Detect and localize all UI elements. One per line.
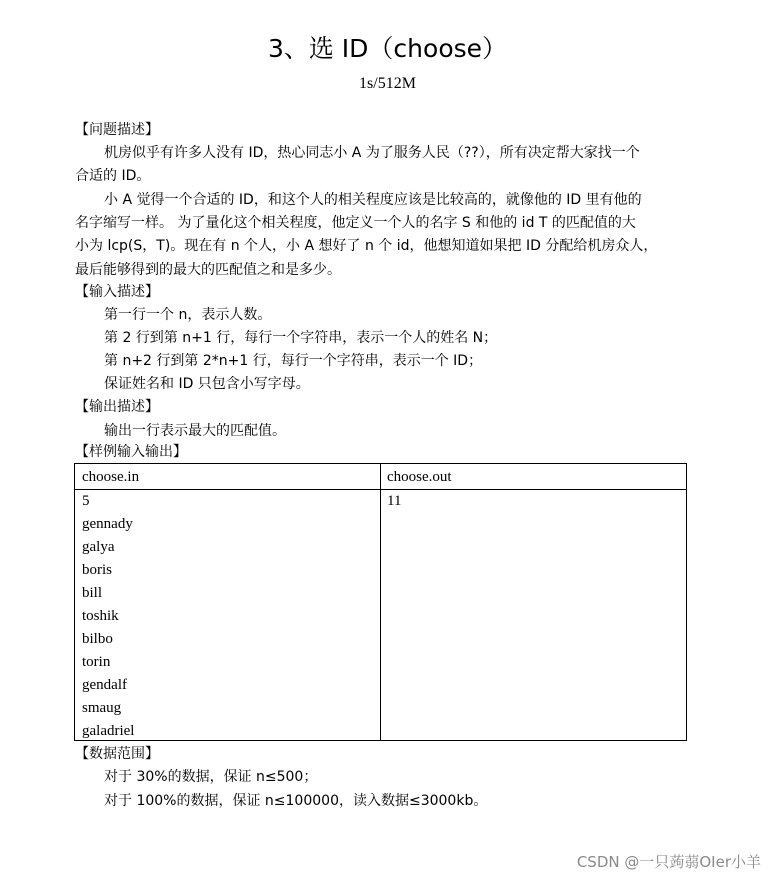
input-line: 保证姓名和 ID 只包含小写字母。	[104, 376, 310, 392]
constraint-line: 对于 100%的数据，保证 n≤100000，读入数据≤3000kb。	[104, 793, 488, 809]
sample-input-line: 5	[82, 493, 90, 509]
input-description-heading: 【输入描述】	[75, 284, 159, 300]
problem-description-heading: 【问题描述】	[75, 122, 159, 138]
problem-title: 3、选 ID（choose）	[267, 34, 508, 63]
sample-input-line: toshik	[82, 608, 119, 624]
table-header-divider	[75, 489, 686, 490]
output-description-heading: 【输出描述】	[75, 399, 159, 415]
sample-input-line: boris	[82, 562, 112, 578]
sample-output-content	[387, 490, 401, 513]
sample-input-line: galadriel	[82, 723, 135, 739]
problem-line: 名字缩写一样。 为了量化这个相关程度，他定义一个人的名字 S 和他的 id T 的匹配值的大	[75, 215, 636, 231]
sample-input-line: bill	[82, 585, 103, 601]
output-line: 输出一行表示最大的匹配值。	[104, 423, 286, 439]
sample-input-line: gendalf	[82, 677, 127, 693]
data-range-heading: 【数据范围】	[75, 746, 159, 762]
sample-input-line: bilbo	[82, 631, 113, 647]
input-line: 第 2 行到第 n+1 行，每行一个字符串，表示一个人的姓名 N；	[104, 330, 498, 346]
sample-output-header: choose.out	[387, 469, 452, 485]
sample-output-line: 11	[387, 493, 402, 509]
problem-line: 小 A 觉得一个合适的 ID，和这个人的相关程度应该是比较高的，就像他的 ID 里有他的	[104, 192, 642, 208]
csdn-watermark: CSDN @一只蒟蒻OIer小羊	[576, 853, 761, 871]
time-memory-limits: 1s/512M	[359, 75, 416, 92]
sample-io-heading: 【样例输入输出】	[75, 444, 187, 460]
problem-line: 合适的 ID。	[75, 168, 151, 184]
sample-input-line: smaug	[82, 700, 122, 716]
problem-line: 机房似乎有许多人没有 ID，热心同志小 A 为了服务人民（??），所有决定帮大家找一个	[104, 145, 640, 161]
sample-input-header: choose.in	[82, 469, 140, 485]
input-line: 第一行一个 n，表示人数。	[104, 307, 272, 323]
sample-input-content	[82, 490, 134, 743]
problem-line: 最后能够得到的最大的匹配值之和是多少。	[75, 262, 341, 278]
sample-input-line: torin	[82, 654, 111, 670]
sample-input-line: galya	[82, 539, 115, 555]
table-divider	[380, 464, 381, 740]
sample-input-line: gennady	[82, 516, 133, 532]
problem-line: 小为 lcp(S，T)。现在有 n 个人，小 A 想好了 n 个 id，他想知道如果把 ID 分配给机房众人，	[75, 238, 658, 254]
constraint-line: 对于 30%的数据，保证 n≤500；	[104, 769, 318, 785]
input-line: 第 n+2 行到第 2*n+1 行，每行一个字符串，表示一个 ID；	[104, 353, 483, 369]
sample-io-table	[74, 463, 687, 741]
